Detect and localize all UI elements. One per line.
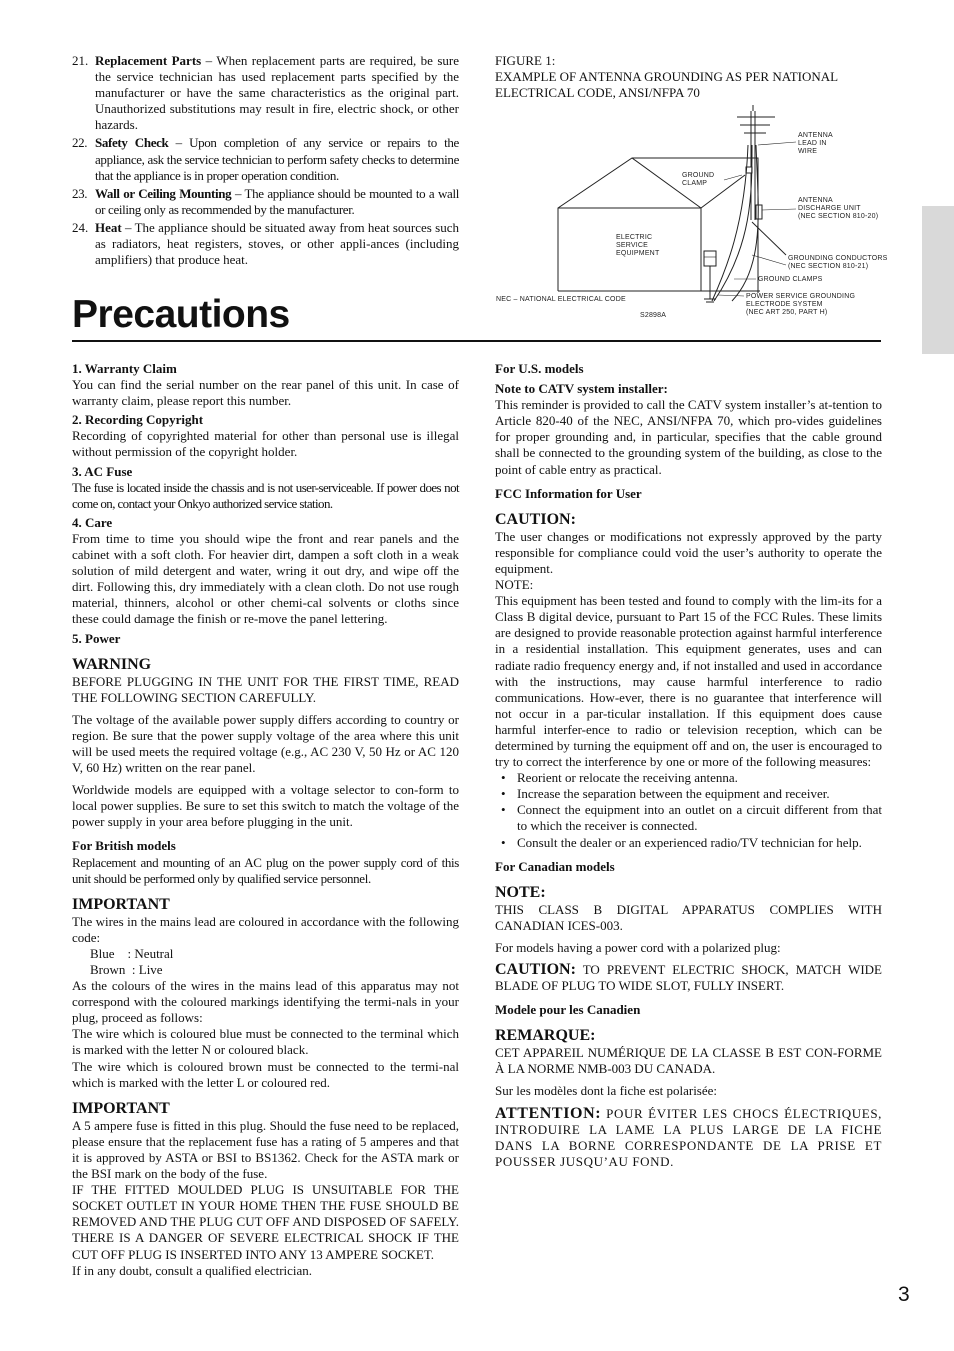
ices-text: THIS CLASS B DIGITAL APPARATUS COMPLIES WITH CANADIAN ICES-003. [495, 901, 882, 933]
item-text: – The appliance should be situated away from heat sources such as radiators, heat registers, stoves, or other appli-ances (including amplifiers) that produce heat. [95, 219, 459, 268]
power-heading: 5. Power [72, 630, 121, 646]
moulded-plug-warning: IF THE FITTED MOULDED PLUG IS UNSUITABLE FOR THE SOCKET OUTLET IN YOUR HOME THEN THE FUSE SHOULD BE REMOVED AND THE PLUG CUT OFF AND DISPOSED OF SAFELY. THERE IS A DANGER OF SEVERE ELECTRICAL SHOCK IF THE CUT OFF PLUG IS INSERTED INTO ANY 13 AMPERE SOCKET. [72, 1182, 459, 1262]
attention-label: ATTENTION: [495, 1104, 602, 1122]
polarized-plug-text: For models having a power cord with a polarized plug: [495, 939, 781, 955]
item-title: Replacement Parts [95, 53, 202, 68]
item-number: 24. [72, 219, 89, 235]
caution-plug-text: TO PREVENT ELECTRIC SHOCK, MATCH WIDE BLADE OF PLUG TO WIDE SLOT, FULLY INSERT. [495, 962, 882, 994]
voltage-text: The voltage of the available power supply differs according to country or region. Be sure that the power supply voltage of the area where this unit will be used meets the required voltage (e.g., AC 230 V, 50 Hz or AC 120 V, 60 Hz) written on the rear panel. [72, 711, 459, 776]
interference-measures-list [495, 770, 882, 850]
remarque-text: CET APPAREIL NUMÉRIQUE DE LA CLASSE B EST CON-FORME À LA NORME NMB-003 DU CANADA. [495, 1045, 882, 1077]
item-text: – Upon completion of any service or repairs to the appliance, ask the service technician to perform safety checks to determine that the appliance is in proper operation condition. [95, 135, 459, 183]
warning-text: BEFORE PLUGGING IN THE UNIT FOR THE FIRST TIME, READ THE FOLLOWING SECTION CAREFULLY. [72, 673, 459, 705]
svg-text:ELECTRIC: ELECTRIC [616, 234, 653, 241]
page-number: 3 [898, 1283, 910, 1306]
modele-heading: Modele pour les Canadien [495, 1002, 641, 1018]
fiche-text: Sur les modèles dont la fiche est polarisée: [495, 1083, 718, 1099]
list-item: • Increase the separation between the equipment and receiver. [501, 786, 830, 802]
list-item-safety-check [72, 135, 459, 183]
antenna-grounding-diagram [490, 105, 910, 325]
item-number: 23. [72, 185, 88, 201]
blue-wire-text: The wire which is coloured blue must be connected to the terminal which is marked with the letter N or coloured black. [72, 1026, 459, 1058]
wire-code-blue: Blue : Neutral [90, 945, 174, 961]
catv-text: This reminder is provided to call the CATV system installer’s at-tention to Article 820-40 of the NEC, ANSI/NFPA 70, which pro-vides guidelines for proper grounding and, in particular, specifies that the cable ground shall be connected to the grounding system of the building, as close to the point of cable entry as practical. [495, 397, 882, 477]
list-item-wall-mounting [72, 186, 459, 218]
item-text: – When replacement parts are required, be sure the service technician has used replacement parts specified by the manufacturer or have the same characteristics as the original part. Unauthorized substitutions may result in fire, electric shock, or other hazards. [95, 53, 459, 133]
item-title: Safety Check [95, 135, 169, 151]
svg-text:WIRE: WIRE [798, 148, 818, 155]
wire-code-brown: Brown : Live [90, 962, 163, 977]
electric-service-box [704, 251, 716, 302]
electrician-text: If in any doubt, consult a qualified electrician. [72, 1262, 313, 1278]
svg-text:NEC – NATIONAL ELECTRICAL CODE: NEC – NATIONAL ELECTRICAL CODE [496, 296, 626, 303]
note-heading: NOTE: [495, 883, 546, 901]
list-item-replacement-parts [72, 53, 459, 133]
item-number: 22. [72, 135, 88, 151]
svg-text:(NEC SECTION 810-20): (NEC SECTION 810-20) [798, 213, 879, 220]
caution-heading: CAUTION: [495, 510, 576, 528]
svg-text:DISCHARGE UNIT: DISCHARGE UNIT [798, 205, 861, 212]
list-item: • Connect the equipment into an outlet on a circuit different from that to which the receiver is connected. [501, 802, 882, 834]
worldwide-text: Worldwide models are equipped with a voltage selector to con-form to local power supplies. Be sure to set this switch to match the voltage of the power supply in your area before plugging in the unit. [72, 782, 459, 830]
british-text: Replacement and mounting of an AC plug on the power supply cord of this unit should be performed only by qualified service personnel. [72, 854, 459, 886]
right-column [495, 358, 882, 1170]
important-text: The wires in the mains lead are coloured in accordance with the following code: [72, 913, 459, 945]
svg-text:POWER SERVICE GROUNDING: POWER SERVICE GROUNDING [746, 293, 856, 300]
note-label: NOTE: [495, 577, 534, 593]
svg-text:ANTENNA: ANTENNA [798, 197, 833, 204]
item-number: 21. [72, 53, 89, 68]
care-heading: 4. Care [72, 514, 113, 530]
polarized-caution [495, 962, 882, 994]
list-item: • Reorient or relocate the receiving antenna. [501, 770, 738, 786]
canadian-models-heading: For Canadian models [495, 858, 615, 874]
svg-text:SERVICE: SERVICE [616, 242, 649, 249]
caution-text: The user changes or modifications not expressly approved by the party responsible for compliance could void the user’s authority to operate the equipment. [495, 528, 882, 576]
figure-caption-number: FIGURE 1: [495, 53, 556, 68]
list-item: • Consult the dealer or an experienced radio/TV technician for help. [501, 834, 862, 850]
item-title: Heat [95, 219, 122, 235]
svg-text:GROUND: GROUND [682, 172, 715, 179]
attention-text: POUR ÉVITER LES CHOCS ÉLECTRIQUES, INTRODUIRE LA LAME LA PLUS LARGE DE LA FICHE DANS LA BORNE CORRESPONDANTE DE LA PRISE ET POUSSER JUSQU’AU FOND. [495, 1105, 882, 1169]
figure-caption-text: EXAMPLE OF ANTENNA GROUNDING AS PER NATIONAL ELECTRICAL CODE, ANSI/NFPA 70 [495, 69, 838, 101]
svg-text:EQUIPMENT: EQUIPMENT [616, 250, 660, 257]
label-leaders [704, 142, 796, 296]
safety-instructions-list [72, 53, 459, 270]
fuse-rating-text: A 5 ampere fuse is fitted in this plug. Should the fuse need to be replaced, please ensure that the replacement fuse has a rating of 5 amperes and that it is approved by ASTA or BSI to BS1362. Check for the ASTA mark or the BSI mark on the body of the fuse. [72, 1117, 459, 1182]
copyright-text: Recording of copyrighted material for other than personal use is illegal without permission of the copyright holder. [72, 428, 459, 460]
us-models-heading: For U.S. models [495, 361, 584, 376]
svg-text:ANTENNA: ANTENNA [798, 132, 833, 139]
important-heading: IMPORTANT [72, 895, 170, 913]
warranty-heading: 1. Warranty Claim [72, 361, 177, 376]
svg-text:ELECTRODE SYSTEM: ELECTRODE SYSTEM [746, 301, 823, 308]
british-heading: For British models [72, 838, 176, 854]
important-fuse-heading: IMPORTANT [72, 1099, 170, 1117]
brown-wire-text: The wire which is coloured brown must be connected to the termi-nal which is marked with the letter L or coloured red. [72, 1058, 459, 1090]
page-title: Precautions [72, 293, 290, 336]
caution-label: CAUTION: [495, 961, 576, 978]
catv-heading: Note to CATV system installer: [495, 381, 668, 397]
fcc-heading: FCC Information for User [495, 485, 642, 501]
svg-text:(NEC ART 250, PART H): (NEC ART 250, PART H) [746, 309, 828, 316]
copyright-heading: 2. Recording Copyright [72, 412, 204, 428]
section-side-tab [922, 206, 954, 354]
attention-block [495, 1106, 882, 1170]
left-column [72, 358, 459, 1279]
warning-heading: WARNING [72, 655, 152, 673]
svg-text:CLAMP: CLAMP [682, 180, 708, 187]
svg-text:GROUND CLAMPS: GROUND CLAMPS [758, 276, 823, 283]
title-divider [72, 340, 881, 342]
item-title: Wall or Ceiling Mounting [95, 185, 232, 201]
wire-colours-text: As the colours of the wires in the mains lead of this apparatus may not correspond with the coloured markings identifying the termi-nals in your plug, proceed as follows: [72, 978, 459, 1026]
fcc-text: This equipment has been tested and found to comply with the lim-its for a Class B digital device, pursuant to Part 15 of the FCC Rules. These limits are designed to provide reasonable protection against harmful interference in a residential installation. This equipment generates, uses and can radiate radio frequency energy and, if not installed and used in accordance with the instructions, may cause harmful interference to radio communications. How-ever, there is no guarantee that interference will not occur in a par-ticular installation. If this equipment does cause harmful interfer-ence to radio or television reception, which can be determined by turning the equipment off and on, the user is encouraged to try to correct the interference by one or more of the following measures: [495, 593, 882, 770]
warranty-text: You can find the serial number on the rear panel of this unit. In case of warranty claim, please report this number. [72, 377, 459, 409]
ac-fuse-heading: 3. AC Fuse [72, 463, 133, 479]
ac-fuse-text: The fuse is located inside the chassis and is not user-serviceable. If power does not come on, contact your Onkyo authorized service station. [72, 479, 459, 511]
figure-caption [495, 53, 895, 101]
svg-text:(NEC SECTION 810-21): (NEC SECTION 810-21) [788, 263, 869, 270]
remarque-heading: REMARQUE: [495, 1027, 596, 1045]
item-text: – The appliance should be mounted to a wall or ceiling only as recommended by the manufacturer. [95, 185, 459, 217]
svg-text:LEAD IN: LEAD IN [798, 140, 827, 147]
svg-text:S2898A: S2898A [640, 312, 667, 319]
svg-text:GROUNDING CONDUCTORS: GROUNDING CONDUCTORS [788, 255, 888, 262]
list-item-heat [72, 220, 459, 268]
care-text: From time to time you should wipe the front and rear panels and the cabinet with a soft cloth. For heavier dirt, dampen a soft cloth in a weak solution of mild detergent and water, wring it out dry, and wipe off the dirt. Following this, dry immediately with a clean cloth. Do not use rough material, thinners, alcohol or other chemi-cal solvents or cloths since these could damage the finish or re-move the panel lettering. [72, 530, 459, 627]
